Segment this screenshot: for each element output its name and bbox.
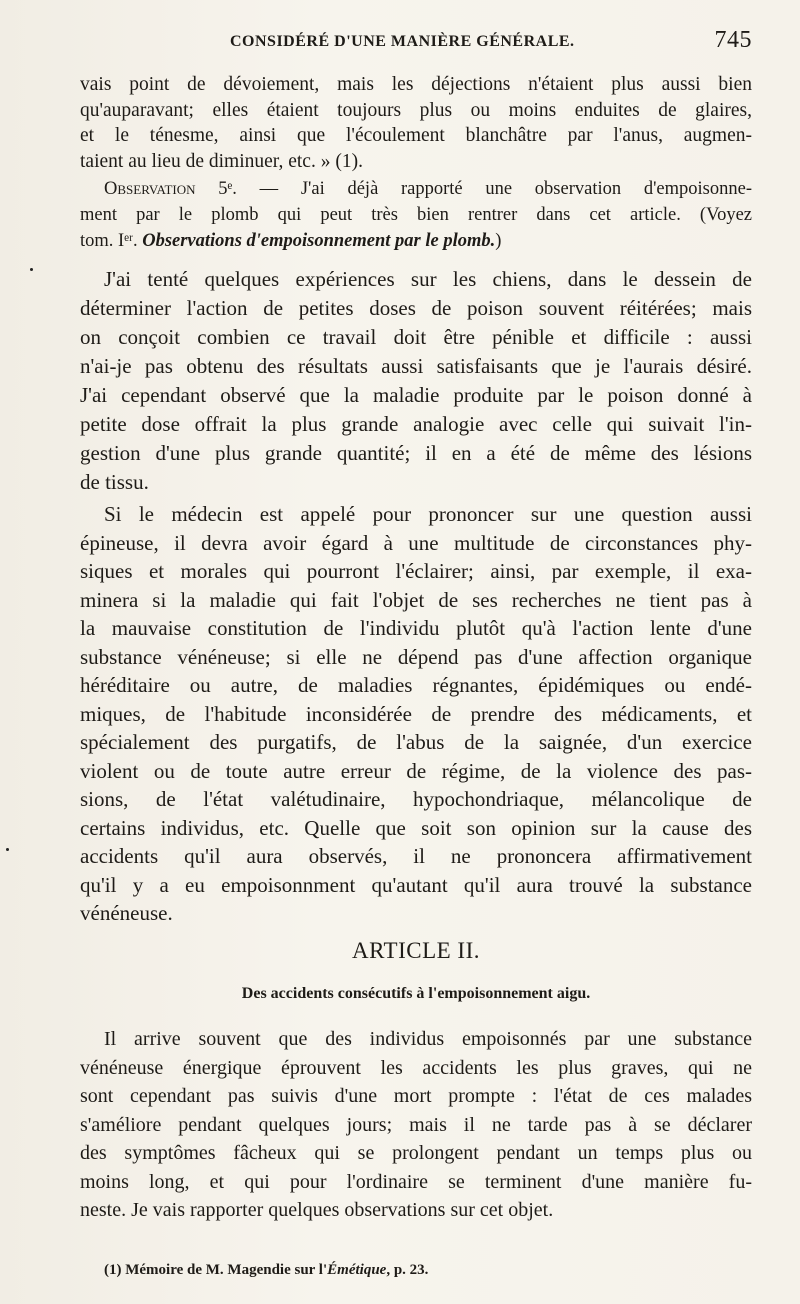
footnote-page-ref: , p. 23.	[386, 1262, 429, 1278]
text-line: et le ténesme, ainsi que l'écoulement blanchâtre par l'anus, augmen-	[80, 125, 752, 146]
text-line: qu'auparavant; elles étaient toujours plus ou moins enduites de glaires,	[80, 99, 752, 121]
text-line: s'améliore pendant quelques jours; mais il ne tarde pas à se déclarer	[80, 1113, 752, 1136]
footnote	[104, 1262, 428, 1279]
text-line: héréditaire ou autre, de maladies régnantes, épidémiques ou endé-	[80, 673, 752, 697]
text-line: substance vénéneuse; si elle ne dépend pas d'une affection organique	[80, 644, 752, 669]
text-line: qu'il y a eu empoisonnment qu'autant qu'il aura trouvé la substance	[80, 872, 752, 897]
closing-parenthesis: )	[495, 231, 502, 251]
running-title: CONSIDÉRÉ D'UNE MANIÈRE GÉNÉRALE.	[230, 33, 575, 50]
observation-paragraph	[80, 176, 752, 254]
text-line: vénéneuse énergique éprouvent les accidents les plus graves, qui ne	[80, 1056, 752, 1079]
observation-line-rest: 5ᵉ. — J'ai déjà rapporté une observation d'empoisonne-	[195, 179, 752, 199]
text-line: petite dose offrait la plus grande analogie avec celle qui suivait l'in-	[80, 412, 752, 436]
text-line: vénéneuse.	[80, 901, 173, 925]
paragraph-experiments	[80, 265, 752, 497]
volume-reference: tom. Iᵉʳ.	[80, 231, 143, 251]
text-line: on conçoit combien ce travail doit être pénible et difficile : aussi	[80, 325, 752, 349]
paragraph-physician	[80, 500, 752, 928]
text-line	[80, 228, 752, 254]
paragraph-continuation	[80, 72, 752, 174]
text-line: sont cependant pas suivis d'une mort prompte : l'état de ces malades	[80, 1085, 752, 1107]
print-speck	[6, 848, 9, 851]
text-line: la mauvaise constitution de l'individu plutôt qu'à l'action lente d'une	[80, 616, 752, 640]
text-line: ment par le plomb qui peut très bien rentrer dans cet article. (Voyez	[80, 205, 752, 225]
text-line: vais point de dévoiement, mais les déjections n'étaient plus aussi bien	[80, 74, 752, 95]
text-line: violent ou de toute autre erreur de régime, de la violence des pas-	[80, 758, 752, 783]
text-line: spécialement des purgatifs, de l'abus de la saignée, d'un exercice	[80, 730, 752, 754]
text-line: taient au lieu de diminuer, etc. » (1).	[80, 150, 363, 172]
text-line: Si le médecin est appelé pour prononcer sur une question aussi	[104, 502, 752, 526]
page-number: 745	[714, 27, 752, 53]
text-line: certains individus, etc. Quelle que soit son opinion sur la cause des	[80, 815, 752, 840]
cross-reference-title: Observations d'empoisonnement par le plomb.	[142, 231, 496, 251]
paragraph-consecutive-accidents	[80, 1025, 752, 1225]
text-line: gestion d'une plus grande quantité; il en a été de même des lésions	[80, 441, 752, 465]
text-line: moins long, et qui pour l'ordinaire se terminent d'une manière fu-	[80, 1170, 752, 1193]
text-line: déterminer l'action de petites doses de poison souvent réitérées; mais	[80, 296, 752, 320]
text-line: sions, de l'état valétudinaire, hypochondriaque, mélancolique de	[80, 787, 752, 811]
text-line: n'ai-je pas obtenu des résultats aussi satisfaisants que je l'aurais désiré.	[80, 354, 752, 378]
text-line: épineuse, il devra avoir égard à une multitude de circonstances phy-	[80, 530, 752, 555]
text-line: J'ai tenté quelques expériences sur les chiens, dans le dessein de	[104, 267, 752, 291]
text-line: minera si la maladie qui fait l'objet de ses recherches ne tient pas à	[80, 587, 752, 612]
text-line: J'ai cependant observé que la maladie produite par le poison donné à	[80, 383, 752, 407]
article-subtitle: Des accidents consécutifs à l'empoisonnement aigu.	[241, 985, 591, 1002]
text-line: de tissu.	[80, 470, 149, 494]
text-line: accidents qu'il aura observés, il ne prononcera affirmativement	[80, 844, 752, 868]
text-line	[80, 176, 752, 202]
text-line: des symptômes fâcheux qui se prolongent pendant un temps plus ou	[80, 1142, 752, 1164]
running-header	[80, 27, 752, 63]
print-speck	[30, 268, 33, 271]
footnote-italic-title: Émétique	[327, 1262, 387, 1278]
text-line: miques, de l'habitude inconsidérée de prendre des médicaments, et	[80, 701, 752, 726]
observation-label: Observation	[104, 179, 196, 199]
text-line: neste. Je vais rapporter quelques observations sur cet objet.	[80, 1199, 554, 1221]
text-line: siques et morales qui pourront l'éclairer; ainsi, par exemple, il exa-	[80, 559, 752, 583]
text-line: Il arrive souvent que des individus empoisonnés par une substance	[104, 1028, 752, 1050]
article-heading: ARTICLE II.	[351, 938, 481, 963]
footnote-text: (1) Mémoire de M. Magendie sur l'	[104, 1262, 328, 1278]
